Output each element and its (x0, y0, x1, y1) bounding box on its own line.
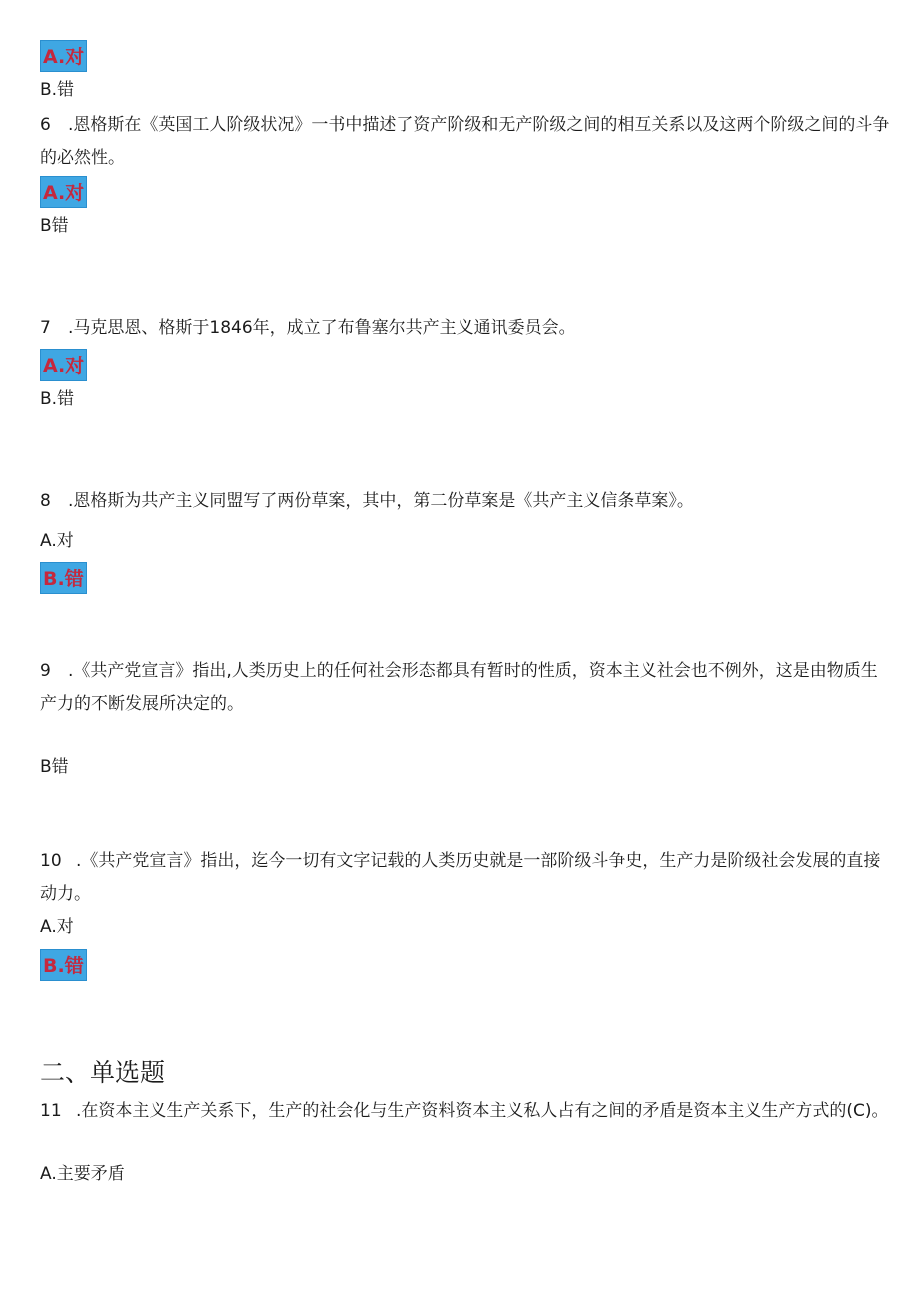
answer-highlight: A.对 (40, 40, 87, 72)
option-a: A.对 (40, 531, 74, 551)
answer-highlight: B.错 (40, 949, 87, 981)
option-a: A.对 (40, 917, 74, 937)
question-number: 10 (40, 851, 62, 871)
option-b: B错 (40, 757, 69, 777)
question-text: .恩格斯为共产主义同盟写了两份草案，其中，第二份草案是《共产主义信条草案》。 (68, 491, 694, 511)
question-10 (40, 845, 890, 911)
option-b: B错 (40, 216, 69, 236)
question-text: .《共产党宣言》指出,人类历史上的任何社会形态都具有暂时的性质，资本主义社会也不例外，这是由物质生产力的不断发展所决定的。 (40, 661, 878, 714)
question-text: .在资本主义生产关系下，生产的社会化与生产资料资本主义私人占有之间的矛盾是资本主义生产方式的(C)。 (76, 1101, 889, 1121)
question-number: 6 (40, 115, 51, 135)
question-number: 8 (40, 491, 51, 511)
question-7 (40, 312, 890, 345)
question-8 (40, 485, 890, 518)
question-9 (40, 655, 890, 721)
option-b: B.错 (40, 389, 75, 409)
question-number: 11 (40, 1101, 62, 1121)
question-number: 9 (40, 661, 51, 681)
question-text: .恩格斯在《英国工人阶级状况》一书中描述了资产阶级和无产阶级之间的相互关系以及这两个阶级之间的斗争的必然性。 (40, 115, 890, 168)
section-title: 二、单选题 (40, 1058, 166, 1087)
question-6 (40, 109, 890, 175)
question-text: .马克思恩、格斯于1846年，成立了布鲁塞尔共产主义通讯委员会。 (68, 318, 576, 338)
option-a: A.主要矛盾 (40, 1164, 125, 1184)
question-number: 7 (40, 318, 51, 338)
question-text: .《共产党宣言》指出，迄今一切有文字记载的人类历史就是一部阶级斗争史，生产力是阶级社会发展的直接动力。 (40, 851, 881, 904)
option-b: B.错 (40, 80, 75, 100)
question-11 (40, 1095, 890, 1128)
answer-highlight: A.对 (40, 176, 87, 208)
answer-highlight: A.对 (40, 349, 87, 381)
answer-highlight: B.错 (40, 562, 87, 594)
